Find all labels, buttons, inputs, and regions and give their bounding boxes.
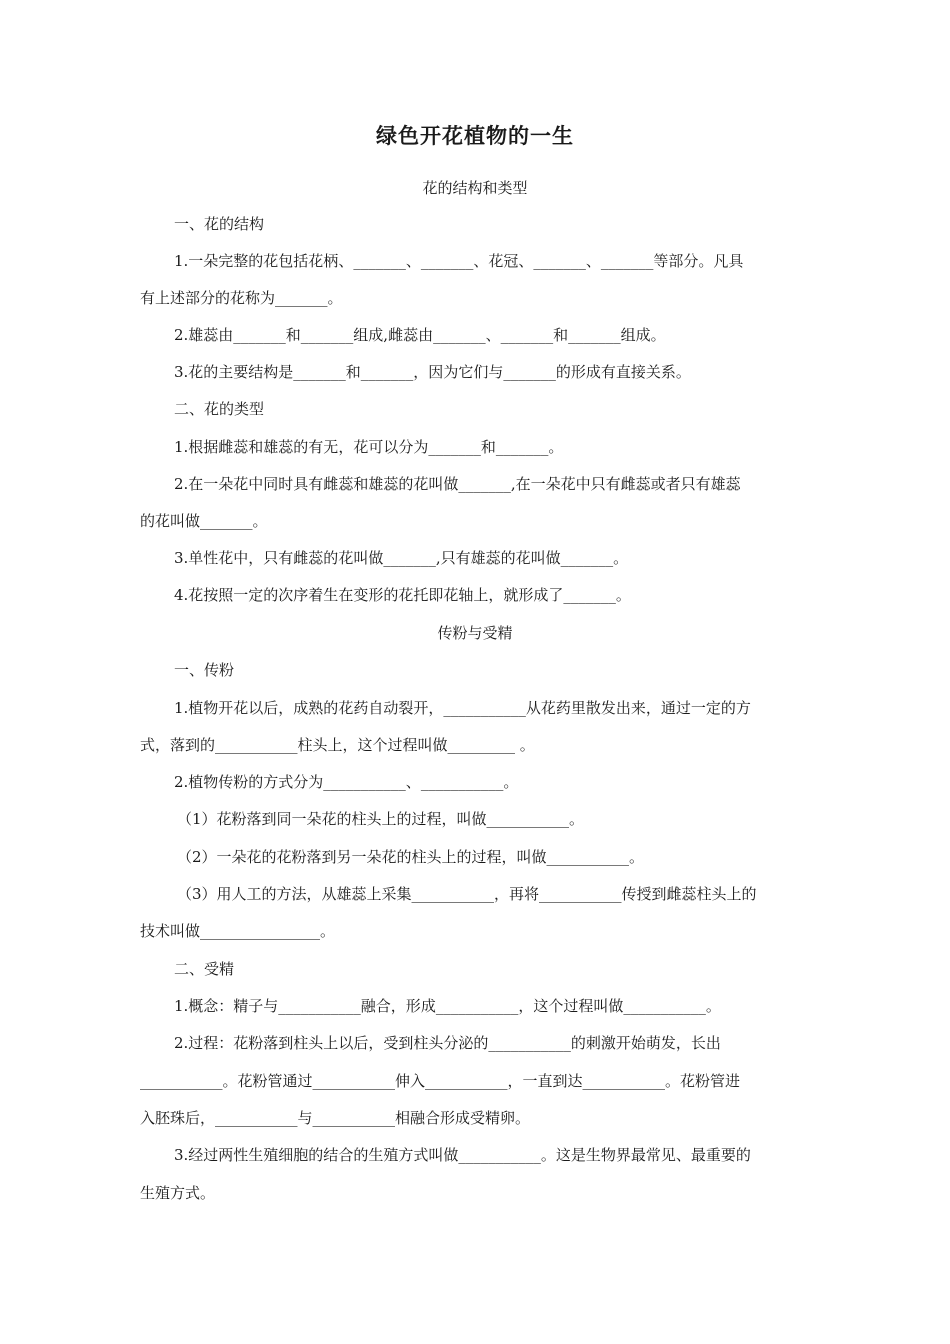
question-text: （3）用人工的方法，从雄蕊上采集___________，再将___________传授到雌蕊柱头上的 [177,885,757,903]
part-heading-flower-types: 二、花的类型 [174,400,265,418]
question-text: 的花叫做_______。 [140,512,268,530]
section-heading-pollination-fertilization: 传粉与受精 [437,624,513,642]
question-text: 技术叫做________________。 [140,922,336,940]
question-text: 1.根据雌蕊和雄蕊的有无，花可以分为_______和_______。 [174,438,564,456]
question-text: 入胚珠后，___________与___________相融合形成受精卵。 [140,1109,531,1127]
question-text: 4.花按照一定的次序着生在变形的花托即花轴上，就形成了_______。 [174,586,631,604]
question-text: （1）花粉落到同一朵花的柱头上的过程，叫做___________。 [177,810,585,828]
question-text: 3.经过两性生殖细胞的结合的生殖方式叫做___________。这是生物界最常见、最重要的 [174,1146,751,1164]
question-text: 生殖方式。 [140,1184,216,1202]
question-text: 3.花的主要结构是_______和_______，因为它们与_______的形成有直接关系。 [174,363,691,381]
question-text: 2.雄蕊由_______和_______组成,雌蕊由_______、_______和_______组成。 [174,326,666,344]
part-heading-pollination: 一、传粉 [174,661,235,679]
question-text: 2.过程：花粉落到柱头上以后，受到柱头分泌的___________的刺激开始萌发，长出 [174,1034,721,1052]
question-text: 2.植物传粉的方式分为___________、___________。 [174,773,519,791]
question-text: ___________。花粉管通过___________伸入___________，一直到达___________。花粉管进 [140,1072,741,1090]
question-text: 3.单性花中，只有雌蕊的花叫做_______,只有雄蕊的花叫做_______。 [174,549,629,567]
section-heading-flower-structure-types: 花的结构和类型 [422,179,528,197]
part-heading-flower-structure: 一、花的结构 [174,215,265,233]
question-text: 1.一朵完整的花包括花柄、_______、_______、花冠、_______、_______等部分。凡具 [174,252,744,270]
question-text: 式，落到的___________柱头上，这个过程叫做_________ 。 [140,736,535,754]
question-text: （2）一朵花的花粉落到另一朵花的柱头上的过程，叫做___________。 [177,848,645,866]
document-title: 绿色开花植物的一生 [376,124,574,148]
question-text: 2.在一朵花中同时具有雌蕊和雄蕊的花叫做_______,在一朵花中只有雌蕊或者只有雄蕊 [174,475,741,493]
part-heading-fertilization: 二、受精 [174,960,235,978]
question-text: 有上述部分的花称为_______。 [140,289,343,307]
question-text: 1.植物开花以后，成熟的花药自动裂开，___________从花药里散发出来，通过一定的方 [174,699,751,717]
question-text: 1.概念：精子与___________融合，形成___________，这个过程叫做___________。 [174,997,721,1015]
